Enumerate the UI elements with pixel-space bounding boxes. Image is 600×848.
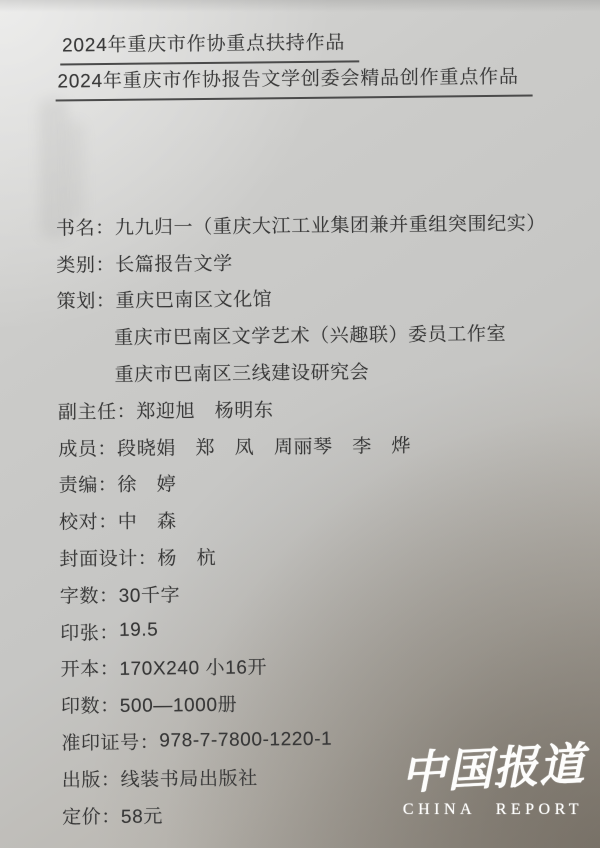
book-info-value: 重庆市巴南区三线建设研究会 — [114, 362, 370, 387]
book-info-label: 类别： — [56, 254, 116, 277]
book-info-label: 印数： — [60, 696, 120, 718]
book-info-label: 印张： — [60, 622, 120, 645]
book-info-value: 19.5 — [118, 619, 159, 642]
book-info-row — [58, 387, 580, 429]
paper-bleedthrough-smudge — [67, 120, 86, 220]
book-info-row — [57, 313, 579, 355]
book-info-row — [62, 755, 584, 797]
book-info-row — [60, 571, 582, 613]
book-info-label: 副主任： — [57, 401, 137, 424]
book-info-row — [58, 424, 580, 466]
book-info-row — [62, 792, 584, 834]
book-info-label: 出版： — [61, 769, 121, 792]
book-info-label: 书名： — [55, 217, 115, 240]
book-info-label: 策划： — [56, 291, 116, 314]
book-info-row — [58, 461, 580, 503]
book-info-value: 杨 杭 — [157, 547, 217, 570]
book-info-row — [59, 497, 581, 539]
book-info-value: 九九归一（重庆大江工业集团兼并重组突围纪实） — [114, 213, 547, 239]
book-info-list — [56, 203, 585, 834]
book-info-value: 重庆市巴南区文学艺术（兴趣联）委员工作室 — [114, 324, 507, 350]
book-info-row — [59, 534, 581, 576]
book-info-label: 字数： — [59, 585, 119, 608]
book-info-row — [61, 681, 583, 723]
book-info-label: 定价： — [62, 806, 122, 829]
book-info-value: 郑迎旭 杨明东 — [136, 400, 274, 423]
book-info-value: 中 森 — [117, 511, 177, 534]
china-report-logo-chinese: 中国报道 — [399, 738, 587, 799]
book-info-label: 成员： — [58, 438, 118, 461]
book-info-label: 责编： — [58, 475, 118, 497]
book-info-value: 170X240 小16开 — [119, 657, 268, 681]
book-info-value: 30千字 — [118, 585, 181, 607]
book-info-label: 准印证号： — [61, 732, 160, 755]
china-report-logo-english: CHINA REPORT — [402, 800, 584, 818]
book-info-row — [60, 645, 582, 687]
book-info-row — [56, 203, 578, 245]
book-info-value: 978-7-7800-1220-1 — [159, 728, 333, 752]
book-info-label: 封面设计： — [59, 548, 158, 571]
award-header-1 — [60, 27, 359, 65]
book-info-row — [57, 350, 579, 392]
book-info-value: 58元 — [120, 806, 164, 828]
book-info-value: 徐 婷 — [117, 474, 177, 497]
award-header-2 — [55, 62, 533, 102]
book-info-value: 长篇报告文学 — [115, 253, 233, 276]
book-info-row — [56, 240, 578, 282]
book-info-value: 段晓娟 郑 凤 周丽琴 李 烨 — [116, 435, 412, 460]
book-info-row — [60, 608, 582, 650]
award-header-1-text: 2024年重庆市作协重点扶持作品 — [60, 27, 359, 65]
book-info-value: 重庆巴南区文化馆 — [115, 289, 273, 313]
book-info-value: 500—1000册 — [119, 694, 238, 718]
book-info-row — [61, 718, 583, 760]
book-info-value: 线装书局出版社 — [120, 768, 258, 791]
award-header-2-text: 2024年重庆市作协报告文学创委会精品创作重点作品 — [55, 62, 533, 102]
book-info-label: 校对： — [58, 512, 118, 534]
book-info-row — [57, 277, 579, 319]
book-info-label: 开本： — [60, 659, 120, 681]
